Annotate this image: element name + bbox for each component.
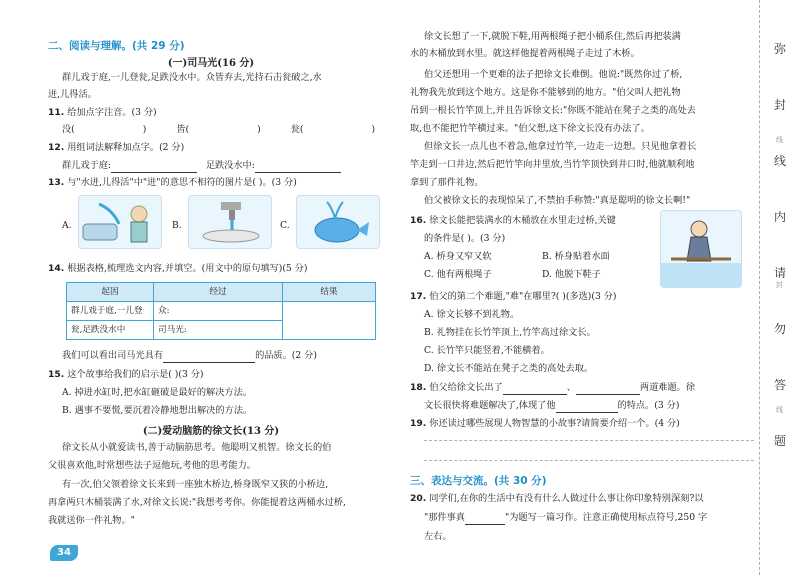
q16-opt-a[interactable]: A. 桥身又窄又软 xyxy=(424,251,492,262)
left-page xyxy=(22,0,400,575)
q11-blanks[interactable]: 没( ) 皆( ) 瓮( ) xyxy=(62,124,376,135)
q15: 15. 这个故事给我们的启示是( )(3 分) xyxy=(48,369,204,380)
whale-picture xyxy=(296,195,380,249)
q12-blanks[interactable]: 群儿戏于庭: 足跌没水中: xyxy=(62,159,341,173)
q13-opt-b[interactable]: B. xyxy=(172,220,182,231)
car-wash-picture xyxy=(78,195,162,249)
answer-line-2[interactable] xyxy=(424,460,754,461)
binding-margin xyxy=(759,0,800,575)
q14-table xyxy=(66,282,376,340)
section-3-heading: 三、表达与交流。(共 30 分) xyxy=(410,475,547,487)
binding-char: 内 xyxy=(774,210,787,224)
passage2-line3: 有一次,伯父领着徐文长来到一座独木桥边,桥身既窄又狭的小桥边, xyxy=(62,479,329,490)
right-page xyxy=(410,0,788,575)
table-cause-1: 群儿戏于庭,一儿登 xyxy=(67,302,154,321)
r-line8: 竿走到一口井边,然后把竹竿向井里放,当竹竿顶快到井口时,他就顺利地 xyxy=(410,159,695,170)
passage2-title: (二)爱动脑筋的徐文长(13 分) xyxy=(142,426,280,437)
passage2-line2: 父很喜欢他,时常想些法子逗他玩,考他的思考能力。 xyxy=(48,460,256,471)
binding-small: 线 xyxy=(776,136,783,144)
q17-opt-b[interactable]: B. 礼物挂在长竹竿顶上,竹竿高过徐文长。 xyxy=(424,327,596,338)
q20-line3: 左右。 xyxy=(424,531,452,542)
r-line6: 取,也不能把竹竿横过来。"伯父想,这下徐文长没有办法了。 xyxy=(410,123,650,134)
section-2-heading: 二、阅读与理解。(共 29 分) xyxy=(48,40,185,52)
r-line9: 拿到了那件礼物。 xyxy=(410,177,484,188)
q14-quality[interactable]: 我们可以看出司马光具有 的品质。(2 分) xyxy=(62,350,317,361)
q17-opt-c[interactable]: C. 长竹竿只能竖着,不能横着。 xyxy=(424,345,550,356)
r-line10: 伯父被徐文长的表现惊呆了,不禁拍手称赞:"真是聪明的徐文长啊!" xyxy=(424,195,691,206)
q15-opt-b[interactable]: B. 遇事不要慌,要沉着冷静地想出解决的方法。 xyxy=(62,405,253,416)
q20: 20. 同学们,在你的生活中有没有什么人做过什么事让你印象特别深刻?以 xyxy=(410,493,704,504)
q13: 13. 与"水迸,儿得活"中"迸"的意思不相符的图片是( )。(3 分) xyxy=(48,177,297,188)
binding-small: 线 xyxy=(776,406,783,414)
table-header-result: 结果 xyxy=(283,283,376,302)
binding-char: 线 xyxy=(774,154,787,168)
binding-char: 题 xyxy=(774,434,787,448)
q18[interactable]: 18. 伯父给徐文长出了 、 两道难题。徐 xyxy=(410,382,696,393)
q16-opt-c[interactable]: C. 他有两根绳子 xyxy=(424,269,492,280)
q14: 14. 根据表格,梳理选文内容,并填空。(用文中的原句填写)(5 分) xyxy=(48,263,308,274)
passage2-line1: 徐文长从小就爱读书,善于动脑筋思考。他聪明又机智。徐文长的伯 xyxy=(62,442,332,453)
q20-line2[interactable]: "那件事真 "为题写一篇习作。注意正确使用标点符号,250 字 xyxy=(424,512,708,523)
binding-char: 勿 xyxy=(774,322,787,336)
passage1-line2: 迸,儿得活。 xyxy=(48,89,97,100)
q16-line2: 的条件是( )。(3 分) xyxy=(424,233,506,244)
q13-opt-c[interactable]: C. xyxy=(280,220,290,231)
r-line5: 吊到一根长竹竿顶上,并且告诉徐文长:"你既不能站在凳子之类的高处去 xyxy=(410,105,696,116)
table-mid-1[interactable]: 众: xyxy=(154,302,283,321)
table-mid-2[interactable]: 司马光: xyxy=(154,321,283,340)
answer-line-1[interactable] xyxy=(424,440,754,441)
q11: 11. 给加点字注音。(3 分) xyxy=(48,107,157,118)
table-header-cause: 起因 xyxy=(67,283,154,302)
q16: 16. 徐文长能把装满水的木桶放在水里走过桥,关键 xyxy=(410,215,616,226)
r-line1: 徐文长想了一下,就脱下鞋,用两根绳子把小桶系住,然后再把装满 xyxy=(424,31,681,42)
q13-opt-a[interactable]: A. xyxy=(62,220,72,231)
passage2-line5: 我就送你一件礼物。" xyxy=(48,515,135,526)
r-line4: 礼物我先放到这个地方。这是你不能够到的地方。"伯父叫人把礼物 xyxy=(410,87,681,98)
r-line2: 水的木桶放到水里。就这样他提着两根绳子走过了木桥。 xyxy=(410,48,640,59)
q16-opt-d[interactable]: D. 他脱下鞋子 xyxy=(542,269,601,280)
q15-opt-a[interactable]: A. 掉进水缸时,把水缸砸破是最好的解决方法。 xyxy=(62,387,252,398)
table-result[interactable] xyxy=(283,302,376,340)
table-cause-2: 瓮,足跌没水中 xyxy=(67,321,154,340)
q16-opt-b[interactable]: B. 桥身贴着水面 xyxy=(542,251,610,262)
binding-char: 封 xyxy=(774,98,787,112)
table-header-process: 经过 xyxy=(154,283,283,302)
binding-char: 请 xyxy=(774,266,787,280)
faucet-picture xyxy=(188,195,272,249)
q17-opt-d[interactable]: D. 徐文长不能站在凳子之类的高处去取。 xyxy=(424,363,594,374)
r-line7: 但徐文长一点儿也不着急,他拿过竹竿,一边走一边想。只见他拿着长 xyxy=(424,141,697,152)
passage2-line4: 再拿两只木桶装满了水,对徐文长说:"我想考考你。你能提着这两桶水过桥, xyxy=(48,497,346,508)
q12: 12. 用组词法解释加点字。(2 分) xyxy=(48,142,185,153)
binding-char: 弥 xyxy=(774,42,787,56)
passage1-title: (一)司马光(16 分) xyxy=(167,58,255,69)
passage1-line1: 群儿戏于庭,一儿登瓮,足跌没水中。众皆弃去,光持石击瓮破之,水 xyxy=(62,72,322,83)
q17-opt-a[interactable]: A. 徐文长够不到礼物。 xyxy=(424,309,520,320)
q19: 19. 你还读过哪些展现人物智慧的小故事?请简要介绍一个。(4 分) xyxy=(410,418,680,429)
page-number: 34 xyxy=(50,545,78,561)
binding-char: 答 xyxy=(774,378,787,392)
q17: 17. 伯父的第二个难题,"难"在哪里?( )(多选)(3 分) xyxy=(410,291,617,302)
q18-line2[interactable]: 文长很快将难题解决了,体现了他 的特点。(3 分) xyxy=(424,400,680,411)
r-line3: 伯父还想用一个更难的法子把徐文长难倒。他说:"既然你过了桥, xyxy=(424,69,683,80)
boy-on-bridge-picture xyxy=(660,210,742,288)
binding-small: 封 xyxy=(776,281,783,289)
